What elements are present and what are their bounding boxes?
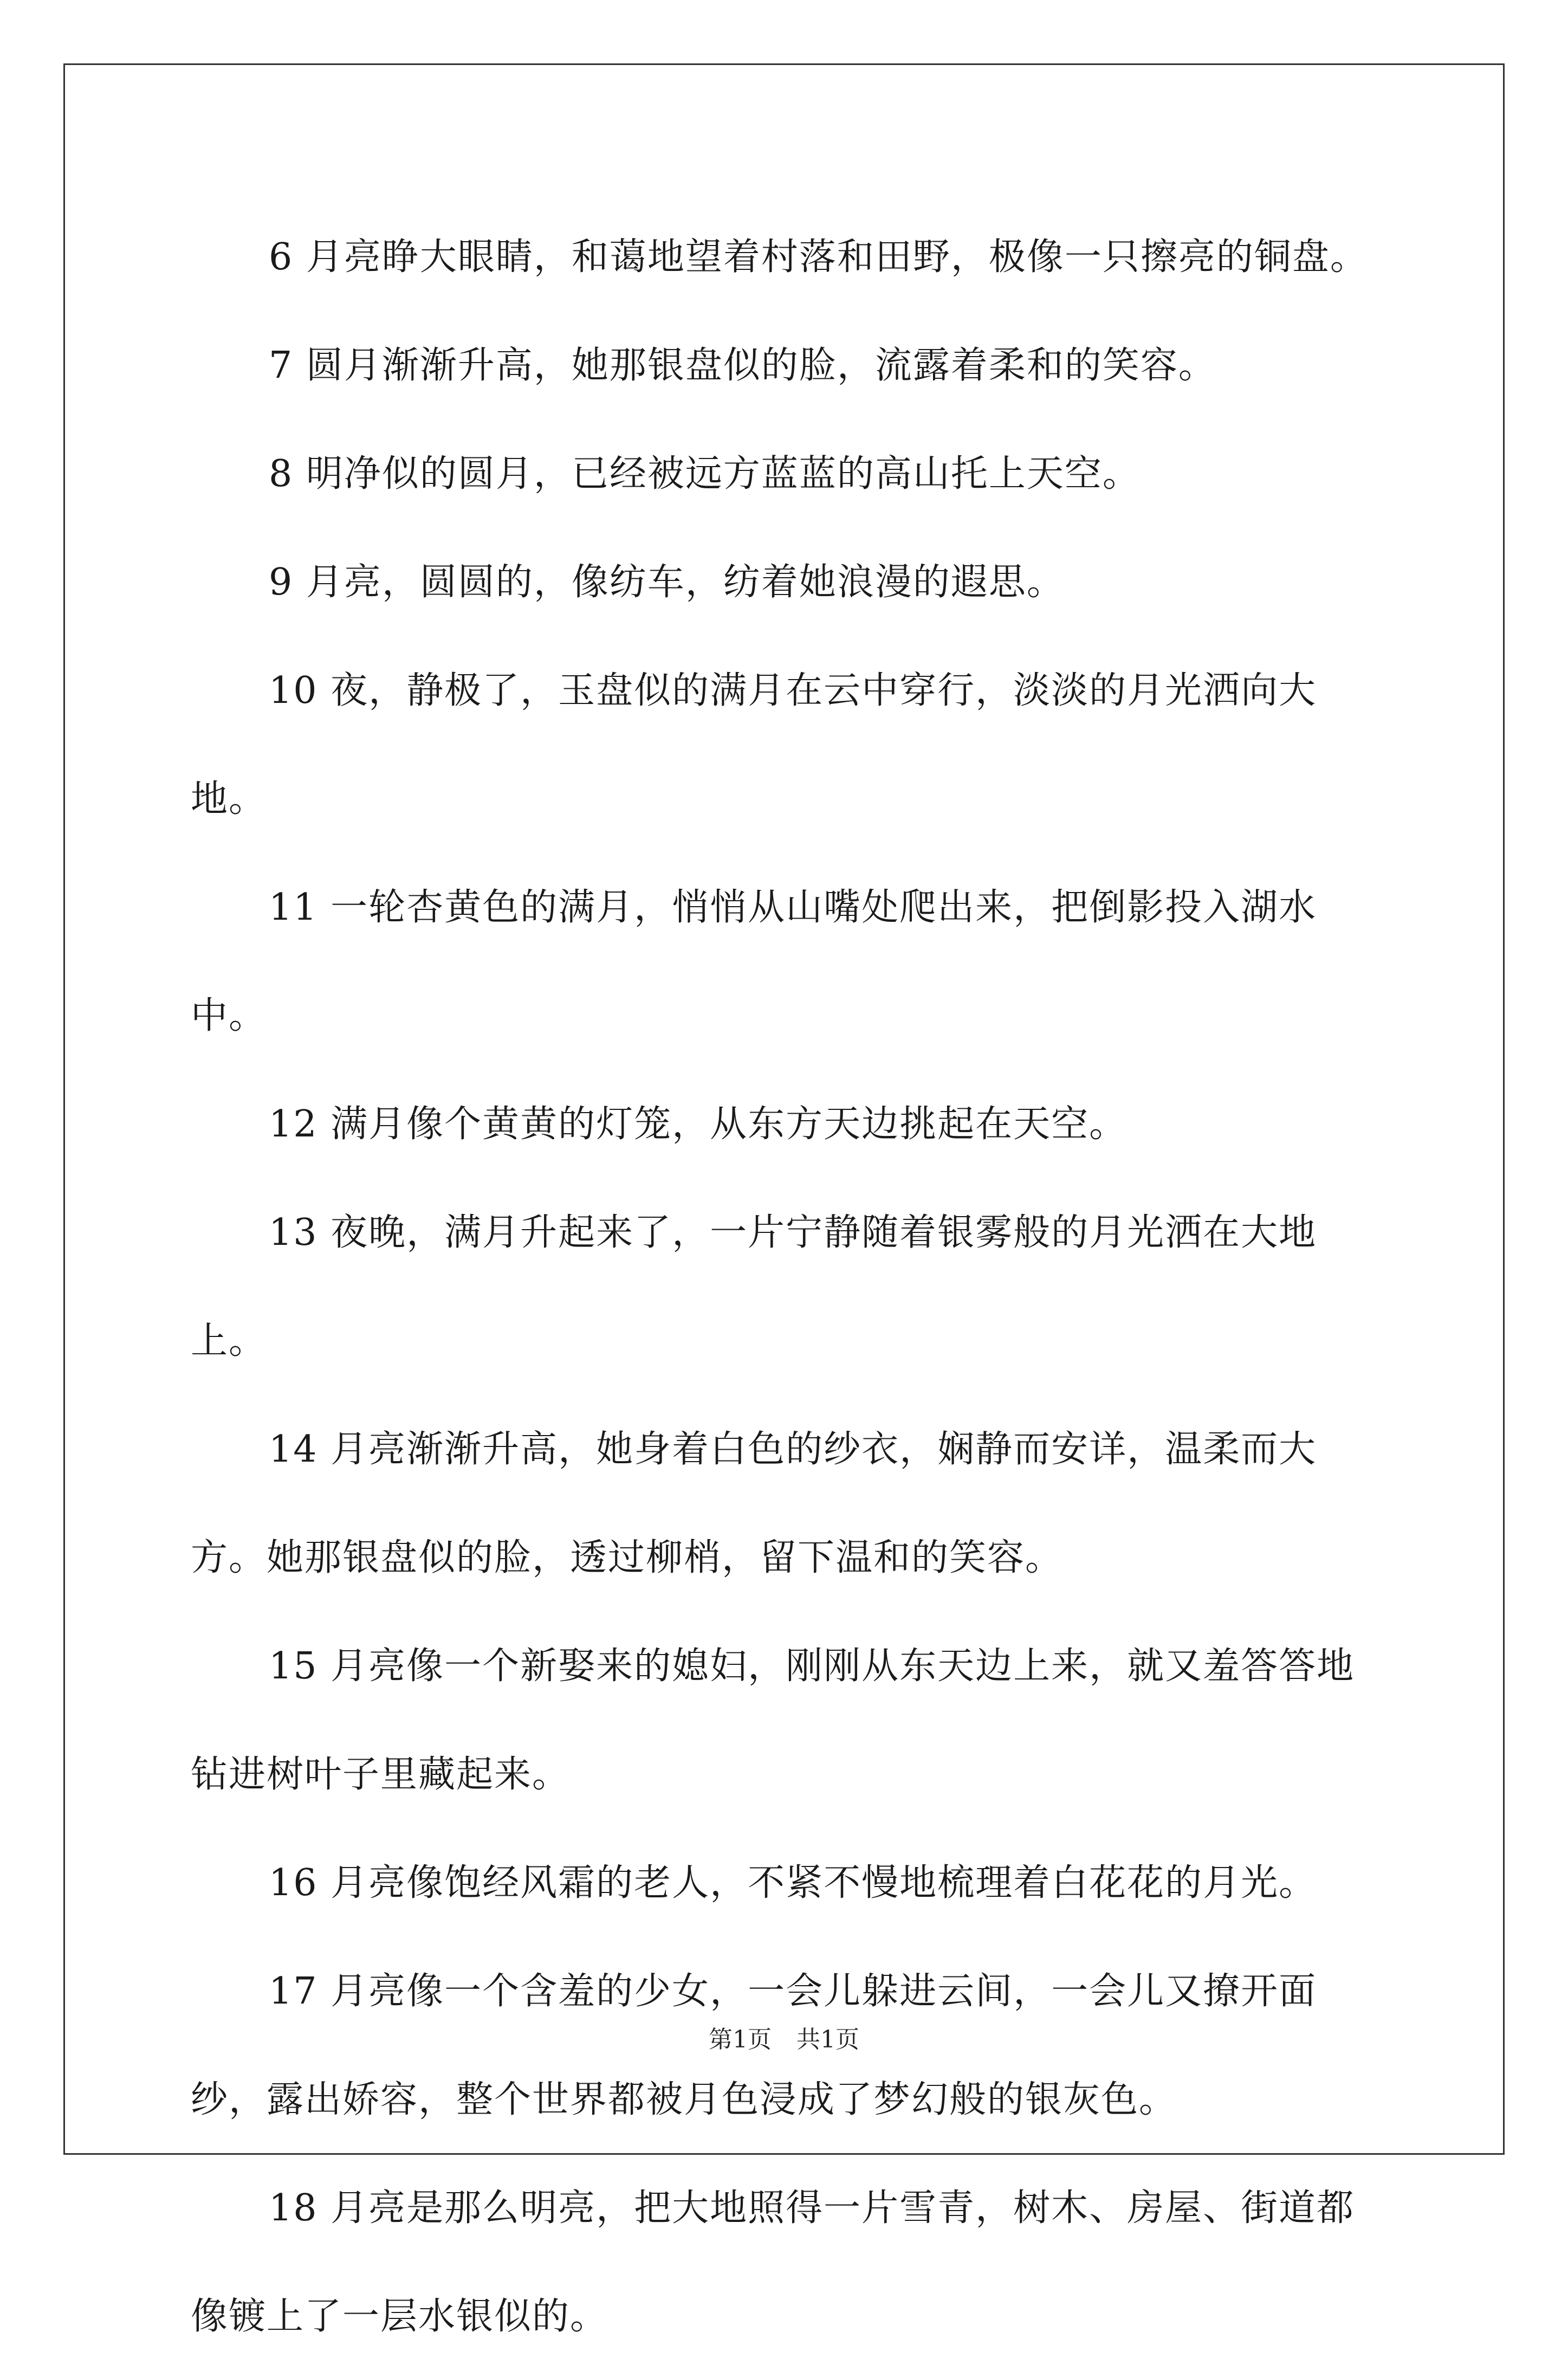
paragraph-15: 15 月亮像一个新娶来的媳妇，刚刚从东天边上来，就又羞答答地钻进树叶子里藏起来。 [191,1645,1355,1796]
paragraph-7: 7 圆月渐渐升高，她那银盘似的脸，流露着柔和的笑容。 [269,344,1216,387]
paragraph-6: 6 月亮睁大眼睛，和蔼地望着村落和田野，极像一只擦亮的铜盘。 [269,236,1368,279]
paragraph-16: 16 月亮像饱经风霜的老人，不紧不慢地梳理着白花花的月光。 [269,1862,1317,1904]
paragraph-9: 9 月亮，圆圆的，像纺车，纺着她浪漫的遐思。 [269,561,1065,604]
page-footer [0,2020,1568,2055]
paragraph-10: 10 夜，静极了，玉盘似的满月在云中穿行，淡淡的月光洒向大地。 [191,669,1317,821]
paragraph-8: 8 明净似的圆月，已经被远方蓝蓝的高山托上天空。 [269,453,1141,495]
paragraph-14: 14 月亮渐渐升高，她身着白色的纱衣，娴静而安详，温柔而大方。她那银盘似的脸，透过柳梢，留下温和的笑容。 [191,1428,1317,1579]
paragraph-11: 11 一轮杏黄色的满月，悄悄从山嘴处爬出来，把倒影投入湖水中。 [191,886,1317,1037]
paragraph-17: 17 月亮像一个含羞的少女，一会儿躲进云间，一会儿又撩开面纱，露出娇容，整个世界都被月色浸成了梦幻般的银灰色。 [191,1970,1317,2121]
paragraph-12: 12 满月像个黄黄的灯笼，从东方天边挑起在天空。 [269,1103,1128,1146]
paragraph-18: 18 月亮是那么明亮，把大地照得一片雪青，树木、房屋、街道都像镀上了一层水银似的。 [191,2187,1355,2338]
paragraph-13: 13 夜晚，满月升起来了，一片宁静随着银雾般的月光洒在大地上。 [191,1211,1317,1362]
page-number: 第1页 [709,2026,772,2053]
page-total: 共1页 [796,2026,859,2053]
